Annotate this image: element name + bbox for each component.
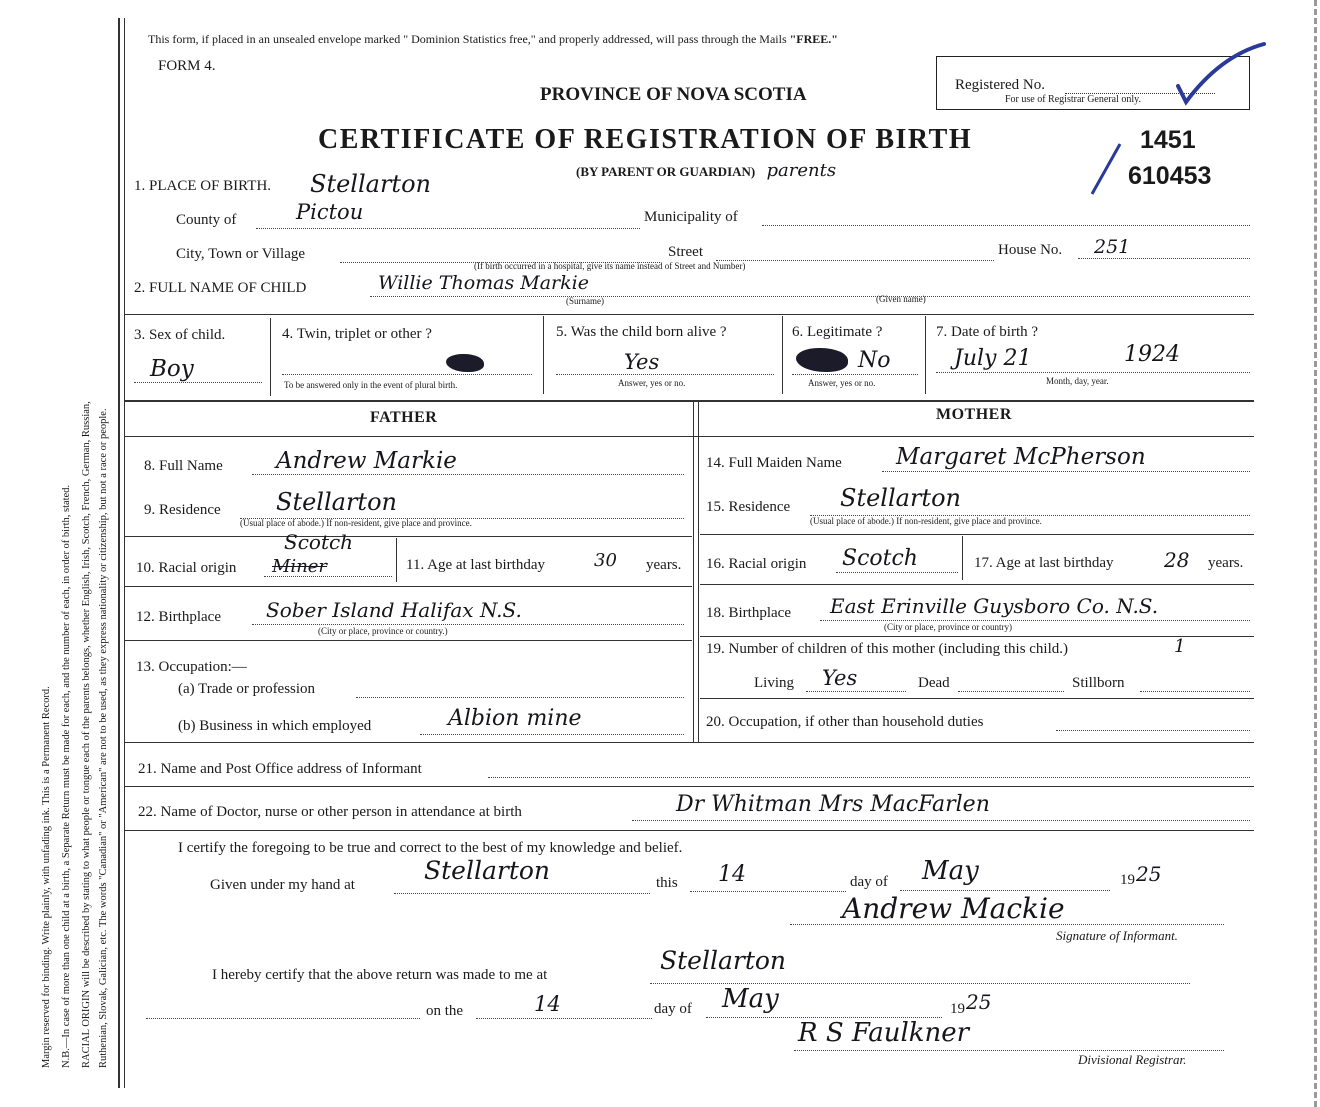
registered-label: Registered No. bbox=[955, 77, 1045, 93]
municipality-line bbox=[762, 225, 1250, 226]
informant-line bbox=[488, 777, 1250, 778]
sex-line bbox=[134, 382, 262, 383]
father-occupation-label: 13. Occupation:— bbox=[136, 659, 247, 675]
father-race-bottom-line bbox=[124, 586, 692, 587]
father-birthplace-label: 12. Birthplace bbox=[136, 609, 221, 625]
registrar-pre-line bbox=[146, 1018, 420, 1019]
slash-mark-icon bbox=[1086, 140, 1126, 200]
mother-children-label: 19. Number of children of this mother (including this child.) bbox=[706, 641, 1069, 657]
father-race-top-line bbox=[124, 536, 692, 537]
father-race-div bbox=[396, 538, 397, 582]
mother-name-line bbox=[882, 471, 1250, 472]
informant-signature: Andrew Mackie bbox=[842, 892, 1065, 925]
mother-dead-line bbox=[958, 691, 1064, 692]
mother-name-value: Margaret McPherson bbox=[896, 444, 1146, 470]
father-residence-note: (Usual place of abode.) If non-resident, give place and province. bbox=[240, 518, 472, 528]
informant-label: 21. Name and Post Office address of Informant bbox=[138, 761, 422, 777]
registrar-signature: R S Faulkner bbox=[798, 1018, 970, 1048]
mother-birthplace-note: (City or place, province or country) bbox=[884, 622, 1012, 632]
certify-text: I certify the foregoing to be true and correct to the best of my knowledge and belief. bbox=[178, 840, 683, 856]
mother-race-div bbox=[962, 536, 963, 580]
doctor-value: Dr Whitman Mrs MacFarlen bbox=[676, 792, 990, 817]
registrar-certify-label: I hereby certify that the above return was made to me at bbox=[212, 967, 548, 983]
mother-race-label: 16. Racial origin bbox=[706, 556, 807, 572]
father-business-value: Albion mine bbox=[448, 706, 582, 731]
heading-under-line bbox=[124, 436, 1254, 437]
given-month-line bbox=[900, 890, 1110, 891]
father-race-label: 10. Racial origin bbox=[136, 560, 237, 576]
legit-line bbox=[792, 374, 918, 375]
informant-signature-line bbox=[790, 924, 1224, 925]
informant-signature-label: Signature of Informant. bbox=[1056, 928, 1178, 943]
street-line bbox=[716, 260, 994, 261]
mother-residence-note: (Usual place of abode.) If non-resident, give place and province. bbox=[810, 516, 1042, 526]
left-frame-line-inner bbox=[124, 18, 125, 1088]
father-business-line bbox=[420, 734, 684, 735]
alive-label: 5. Was the child born alive ? bbox=[556, 324, 727, 340]
mother-residence-value: Stellarton bbox=[840, 484, 961, 512]
margin-note-racial-2: Ruthenian, Slovak, Galician, etc. The words "Canadian" or "American" are not to be used, as they express nationality or citizenship, but not a race or people. bbox=[98, 408, 109, 1068]
registrar-place-value: Stellarton bbox=[660, 946, 787, 975]
mother-living-label: Living bbox=[754, 675, 794, 691]
dob-line bbox=[936, 372, 1250, 373]
registrar-signature-line bbox=[794, 1050, 1224, 1051]
registrar-dayof-label: day of bbox=[654, 1001, 692, 1017]
mother-race-line bbox=[836, 572, 958, 573]
center-divider bbox=[693, 402, 694, 742]
dob-year: 1924 bbox=[1124, 342, 1180, 367]
given-day-line bbox=[690, 891, 846, 892]
legit-label: 6. Legitimate ? bbox=[792, 324, 883, 340]
given-year-value: 25 bbox=[1136, 862, 1162, 886]
certificate-title: CERTIFICATE OF REGISTRATION OF BIRTH bbox=[318, 124, 973, 155]
given-month-value: May bbox=[922, 856, 979, 886]
place-of-birth-label: 1. PLACE OF BIRTH. bbox=[134, 178, 272, 194]
father-race-value: Scotch bbox=[284, 530, 354, 554]
mother-heading: MOTHER bbox=[936, 406, 1012, 423]
father-age-label: 11. Age at last birthday bbox=[406, 557, 545, 573]
mother-stillborn-line bbox=[1140, 691, 1250, 692]
mother-stillborn-label: Stillborn bbox=[1072, 675, 1125, 691]
registrar-use-note: For use of Registrar General only. bbox=[1005, 94, 1141, 105]
father-trade-label: (a) Trade or profession bbox=[178, 681, 316, 697]
hospital-note: (If birth occurred in a hospital, give its name instead of Street and Number) bbox=[474, 261, 746, 271]
mother-birthplace-label: 18. Birthplace bbox=[706, 605, 791, 621]
given-place-line bbox=[394, 893, 650, 894]
row3-top-line bbox=[124, 314, 1254, 315]
check-mark-icon bbox=[1160, 36, 1270, 116]
center-divider-2 bbox=[698, 402, 699, 742]
father-birthplace-line bbox=[252, 624, 684, 625]
given-label: Given under my hand at bbox=[210, 877, 355, 893]
sex-value: Boy bbox=[150, 356, 194, 382]
father-race-struck: Miner bbox=[272, 556, 328, 577]
given-year-prefix: 19 bbox=[1120, 872, 1135, 888]
row3-div-3 bbox=[782, 316, 783, 394]
father-age-value: 30 bbox=[594, 550, 617, 571]
dob-month-day: July 21 bbox=[954, 346, 1032, 371]
mother-occupation-label: 20. Occupation, if other than household duties bbox=[706, 714, 984, 730]
registrar-label: Divisional Registrar. bbox=[1078, 1052, 1187, 1067]
mother-dead-label: Dead bbox=[918, 675, 950, 691]
father-birthplace-note: (City or place, province or country.) bbox=[318, 626, 448, 636]
registrar-on-label: on the bbox=[426, 1003, 464, 1019]
father-business-label: (b) Business in which employed bbox=[178, 718, 372, 734]
legit-value: No bbox=[858, 348, 891, 373]
father-name-label: 8. Full Name bbox=[144, 458, 223, 474]
child-name-value: Willie Thomas Markie bbox=[378, 272, 589, 294]
child-name-line bbox=[370, 296, 1250, 297]
dob-label: 7. Date of birth ? bbox=[936, 324, 1039, 340]
county-label: County of bbox=[176, 212, 237, 228]
mother-occupation-line bbox=[1056, 730, 1250, 731]
father-trade-line bbox=[356, 697, 684, 698]
left-frame-line bbox=[118, 18, 120, 1088]
given-name-note: (Given name) bbox=[876, 294, 926, 304]
margin-note-nb: N.B.—In case of more than one child at a birth, a Separate Return must be made for each, and the number of each, in order of birth, stated. bbox=[61, 484, 72, 1068]
city-label: City, Town or Village bbox=[176, 246, 306, 262]
twin-line bbox=[282, 374, 532, 375]
mother-race-top-line bbox=[700, 534, 1254, 535]
twin-label: 4. Twin, triplet or other ? bbox=[282, 326, 432, 342]
informant-bottom-line bbox=[124, 786, 1254, 787]
registrar-day-value: 14 bbox=[534, 992, 561, 1016]
mother-age-label: 17. Age at last birthday bbox=[974, 555, 1114, 571]
ink-blot-legit bbox=[796, 348, 848, 372]
alive-note: Answer, yes or no. bbox=[618, 378, 686, 388]
mother-living-line bbox=[806, 691, 906, 692]
registrar-month-value: May bbox=[722, 984, 779, 1014]
mother-age-years: years. bbox=[1208, 555, 1244, 571]
ink-blot-twin bbox=[446, 354, 484, 372]
mother-children-value: 1 bbox=[1174, 636, 1186, 657]
section-bottom-line bbox=[124, 742, 1254, 743]
mother-race-bottom-line bbox=[700, 584, 1254, 585]
doctor-line bbox=[632, 820, 1250, 821]
county-value: Pictou bbox=[296, 200, 364, 224]
place-of-birth-value: Stellarton bbox=[310, 170, 431, 198]
dob-note: Month, day, year. bbox=[1046, 376, 1109, 386]
row3-div-2 bbox=[543, 316, 544, 394]
child-name-label: 2. FULL NAME OF CHILD bbox=[134, 280, 307, 296]
registrar-year-value: 25 bbox=[966, 990, 992, 1014]
mother-birthplace-line bbox=[820, 620, 1250, 621]
father-age-years: years. bbox=[646, 557, 682, 573]
street-label: Street bbox=[668, 244, 703, 260]
registrar-day-line bbox=[476, 1018, 652, 1019]
stamp-top-number: 1451 bbox=[1140, 126, 1196, 154]
mother-living-value: Yes bbox=[822, 666, 858, 690]
mother-name-label: 14. Full Maiden Name bbox=[706, 455, 842, 471]
row3-div-1 bbox=[270, 318, 271, 396]
county-line bbox=[256, 228, 640, 229]
alive-line bbox=[556, 374, 774, 375]
father-residence-value: Stellarton bbox=[276, 488, 397, 516]
subtitle-handwritten: parents bbox=[766, 160, 837, 181]
father-name-line bbox=[252, 474, 684, 475]
row3-div-4 bbox=[925, 316, 926, 394]
house-label: House No. bbox=[998, 242, 1063, 258]
house-line bbox=[1078, 258, 1250, 259]
surname-note: (Surname) bbox=[566, 296, 604, 306]
twin-note: To be answered only in the event of plural birth. bbox=[284, 380, 458, 390]
house-value: 251 bbox=[1094, 236, 1131, 258]
mother-residence-label: 15. Residence bbox=[706, 499, 791, 515]
doctor-label: 22. Name of Doctor, nurse or other person in attendance at birth bbox=[138, 804, 522, 820]
certificate-subtitle: (BY PARENT OR GUARDIAN) parents bbox=[576, 160, 837, 181]
father-heading: FATHER bbox=[370, 409, 438, 426]
legit-note: Answer, yes or no. bbox=[808, 378, 876, 388]
registrar-year-prefix: 19 bbox=[950, 1001, 965, 1017]
mother-race-value: Scotch bbox=[842, 546, 918, 571]
father-race-line bbox=[264, 576, 392, 577]
mother-age-value: 28 bbox=[1164, 548, 1190, 572]
sex-label: 3. Sex of child. bbox=[134, 327, 226, 343]
doctor-bottom-line bbox=[124, 830, 1254, 831]
given-place-value: Stellarton bbox=[424, 856, 551, 885]
given-day-value: 14 bbox=[718, 862, 746, 887]
margin-note-binding: Margin reserved for binding. Write plainly, with unfading ink. This is a Permanent Record. bbox=[41, 686, 52, 1068]
form-number: FORM 4. bbox=[158, 58, 216, 74]
given-this-label: this bbox=[656, 875, 678, 891]
father-name-value: Andrew Markie bbox=[276, 448, 457, 474]
given-dayof-label: day of bbox=[850, 874, 888, 890]
mother-children-bottom-line bbox=[700, 698, 1254, 699]
municipality-label: Municipality of bbox=[644, 209, 738, 225]
mail-notice: This form, if placed in an unsealed envelope marked " Dominion Statistics free," and properly addressed, will pass through the Mails "FREE." bbox=[148, 32, 838, 46]
mother-birthplace-value: East Erinville Guysboro Co. N.S. bbox=[830, 594, 1159, 618]
right-edge bbox=[1314, 0, 1317, 1107]
province-title: PROVINCE OF NOVA SCOTIA bbox=[540, 84, 807, 105]
father-birthplace-bottom-line bbox=[124, 640, 692, 641]
mother-birthplace-bottom-line bbox=[700, 636, 1254, 637]
father-birthplace-value: Sober Island Halifax N.S. bbox=[266, 598, 522, 622]
section-top-line bbox=[124, 400, 1254, 402]
stamp-number: 610453 bbox=[1128, 162, 1212, 190]
father-residence-label: 9. Residence bbox=[144, 502, 221, 518]
alive-value: Yes bbox=[624, 350, 660, 374]
margin-note-racial: RACIAL ORIGIN will be described by stating to what people or tongue each of the parents belongs, whether English, Irish, Scotch, French, German, Russian, bbox=[81, 401, 92, 1068]
